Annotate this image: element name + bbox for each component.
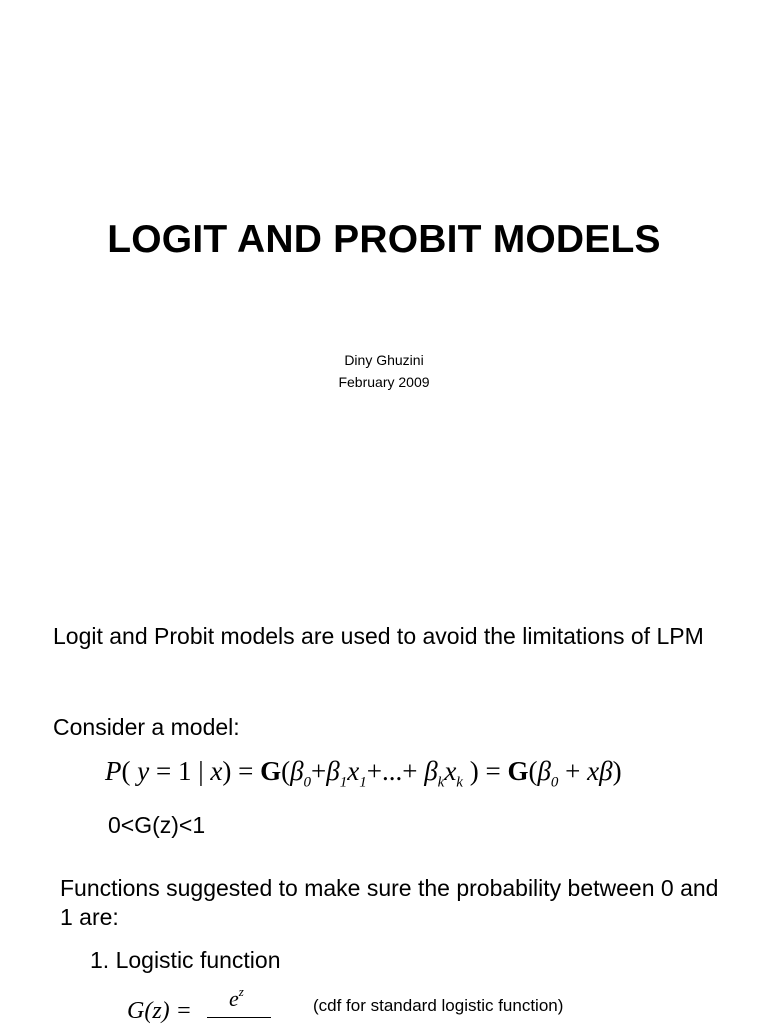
- consider-model-text: Consider a model:: [53, 714, 240, 740]
- probability-condition: 0<G(z)<1: [108, 812, 206, 838]
- formula-numerator: $e^z$: [229, 984, 244, 1011]
- logistic-formula: [127, 984, 277, 1024]
- list-item-logistic: 1. Logistic function: [90, 947, 281, 973]
- formula-note: (cdf for standard logistic function): [313, 996, 564, 1015]
- fraction-line: [207, 1017, 271, 1018]
- model-equation: P( y = 1 | $x) = G(\beta_0+\beta_1x_1+...+ \beta_kx_k$ ) = $G(\beta_0 + x\beta)$: [105, 756, 622, 791]
- slide-title: LOGIT AND PROBIT MODELS: [107, 218, 661, 261]
- intro-paragraph: Logit and Probit models are used to avoid the limitations of LPM: [53, 623, 704, 649]
- functions-paragraph: Functions suggested to make sure the probability between 0 and 1 are:: [60, 875, 719, 930]
- presentation-date: February 2009: [338, 374, 430, 390]
- author-name: Diny Ghuzini: [344, 352, 424, 368]
- formula-lhs: G(z) =: [127, 998, 192, 1024]
